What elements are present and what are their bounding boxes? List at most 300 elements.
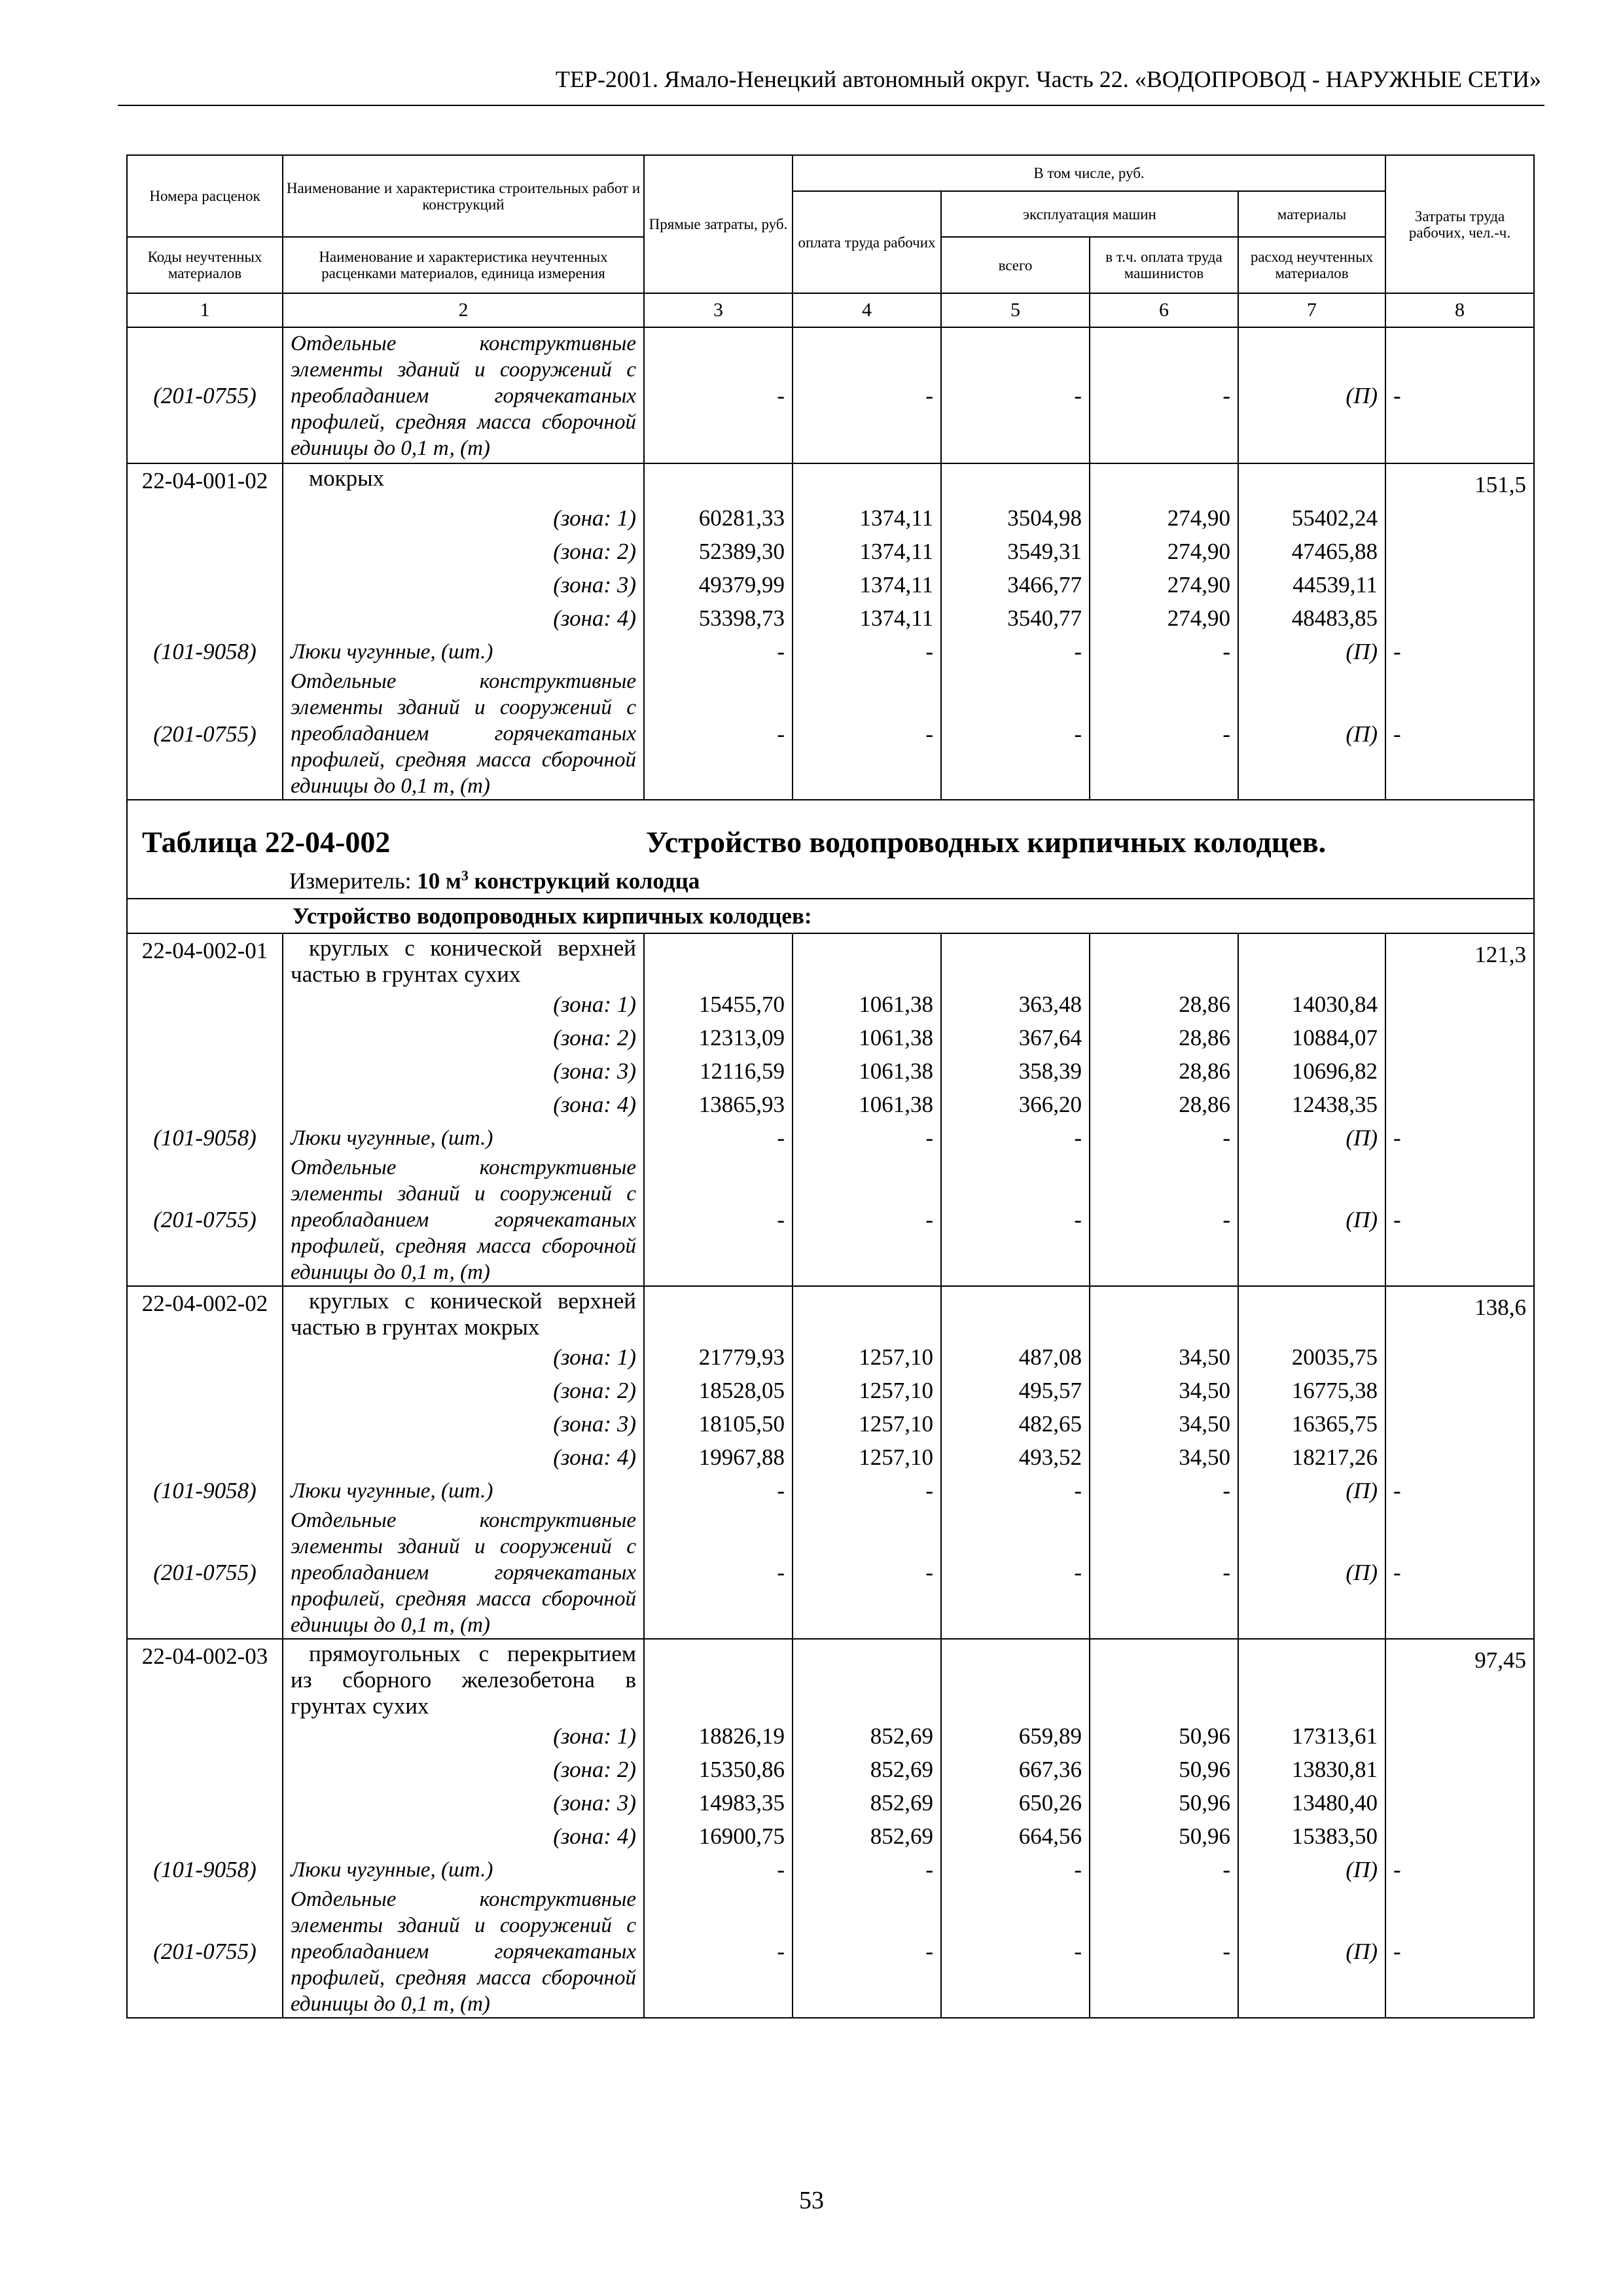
machinist-wages: 34,50 [1090, 1407, 1238, 1441]
empty-cell [1238, 1639, 1385, 1719]
dash-cell: - [644, 1155, 793, 1286]
placeholder-cell: (П) [1238, 1507, 1385, 1639]
section-title: Устройство водопроводных кирпичных колодцев: [127, 899, 1534, 933]
zone-row [127, 1719, 1534, 1753]
head-col4: оплата труда рабочих [793, 191, 941, 293]
material-row [127, 1853, 1534, 1886]
labor-cost: 97,45 [1385, 1639, 1534, 1719]
dash-cell: - [793, 1155, 941, 1286]
head-col3: Прямые затраты, руб. [644, 155, 793, 293]
dash-cell: - [644, 1853, 793, 1886]
empty-cell [793, 463, 941, 501]
empty-cell [127, 1719, 283, 1753]
zone-label: (зона: 3) [283, 1407, 644, 1441]
empty-cell [127, 1820, 283, 1853]
zone-label: (зона: 1) [283, 1719, 644, 1753]
head-col6: в т.ч. оплата труда машинистов [1090, 237, 1238, 293]
empty-cell [941, 1286, 1090, 1340]
dash-cell: - [941, 1853, 1090, 1886]
dash-cell: - [941, 1121, 1090, 1155]
machinist-wages: 28,86 [1090, 1054, 1238, 1088]
page-number: 53 [799, 2187, 824, 2214]
zone-row [127, 535, 1534, 568]
material-code: (201-0755) [127, 327, 283, 463]
material-code: (101-9058) [127, 1474, 283, 1507]
dash-cell: - [1385, 1121, 1534, 1155]
empty-cell [1385, 1786, 1534, 1820]
dash-cell: - [793, 1853, 941, 1886]
machinist-wages: 28,86 [1090, 1021, 1238, 1054]
empty-cell [1385, 1374, 1534, 1407]
empty-cell [1385, 1753, 1534, 1786]
empty-cell [1385, 1088, 1534, 1121]
material-name: Отдельные конструктивные элементы зданий и сооружений с преобладанием горячекатаных профилей, средняя масса сборочной единицы до 0,1 т, (т) [283, 1155, 644, 1286]
direct-costs: 52389,30 [644, 535, 793, 568]
material-row [127, 327, 1534, 463]
machines-total: 366,20 [941, 1088, 1090, 1121]
dash-cell: - [644, 635, 793, 668]
dash-cell: - [793, 635, 941, 668]
worker-wages: 1061,38 [793, 1088, 941, 1121]
material-row [127, 1507, 1534, 1639]
zone-row [127, 1407, 1534, 1441]
material-code: (101-9058) [127, 1121, 283, 1155]
empty-cell [1238, 463, 1385, 501]
measure-label: Измеритель: [289, 868, 412, 894]
machines-total: 487,08 [941, 1340, 1090, 1374]
worker-wages: 852,69 [793, 1719, 941, 1753]
dash-cell: - [793, 1121, 941, 1155]
zone-row [127, 1340, 1534, 1374]
work-name: круглых с конической верхней частью в грунтах сухих [283, 933, 644, 988]
machines-total: 358,39 [941, 1054, 1090, 1088]
colnum: 3 [644, 293, 793, 327]
machines-total: 650,26 [941, 1786, 1090, 1820]
materials-cost: 44539,11 [1238, 568, 1385, 601]
empty-cell [127, 1407, 283, 1441]
dash-cell: - [793, 1474, 941, 1507]
empty-cell [644, 1639, 793, 1719]
direct-costs: 18528,05 [644, 1374, 793, 1407]
empty-cell [127, 601, 283, 635]
head-materials: материалы [1238, 191, 1385, 237]
dash-cell: - [1385, 1507, 1534, 1639]
column-numbers-row [127, 293, 1534, 327]
empty-cell [1385, 601, 1534, 635]
worker-wages: 1374,11 [793, 601, 941, 635]
rate-code: 22-04-002-03 [127, 1639, 283, 1719]
empty-cell [941, 463, 1090, 501]
material-code: (201-0755) [127, 1886, 283, 2018]
empty-cell [1090, 933, 1238, 988]
machinist-wages: 274,90 [1090, 568, 1238, 601]
rate-row [127, 933, 1534, 988]
dash-cell: - [1090, 1886, 1238, 2018]
dash-cell: - [1090, 635, 1238, 668]
empty-cell [1385, 1441, 1534, 1474]
machines-total: 3504,98 [941, 501, 1090, 535]
empty-cell [127, 1054, 283, 1088]
dash-cell: - [1385, 1886, 1534, 2018]
rate-row [127, 1639, 1534, 1719]
machines-total: 664,56 [941, 1820, 1090, 1853]
material-name: Люки чугунные, (шт.) [283, 1121, 644, 1155]
section-row [127, 899, 1534, 933]
machines-total: 493,52 [941, 1441, 1090, 1474]
dash-cell: - [1385, 1474, 1534, 1507]
machines-total: 363,48 [941, 988, 1090, 1021]
machinist-wages: 274,90 [1090, 601, 1238, 635]
worker-wages: 1257,10 [793, 1374, 941, 1407]
machinist-wages: 50,96 [1090, 1786, 1238, 1820]
material-row [127, 1474, 1534, 1507]
direct-costs: 13865,93 [644, 1088, 793, 1121]
dash-cell: - [941, 1886, 1090, 2018]
worker-wages: 1257,10 [793, 1340, 941, 1374]
empty-cell [1090, 1639, 1238, 1719]
dash-cell: - [941, 1474, 1090, 1507]
work-name: прямоугольных с перекрытием из сборного железобетона в грунтах сухих [283, 1639, 644, 1719]
head-col2-top: Наименование и характеристика строительных работ и конструкций [283, 155, 644, 237]
zone-label: (зона: 3) [283, 1054, 644, 1088]
direct-costs: 12313,09 [644, 1021, 793, 1054]
labor-cost: 121,3 [1385, 933, 1534, 988]
rate-row [127, 463, 1534, 501]
empty-cell [1090, 463, 1238, 501]
material-name: Люки чугунные, (шт.) [283, 1474, 644, 1507]
zone-label: (зона: 1) [283, 501, 644, 535]
colnum: 1 [127, 293, 283, 327]
empty-cell [644, 933, 793, 988]
empty-cell [793, 1639, 941, 1719]
table-title-row [127, 800, 1534, 899]
materials-cost: 16365,75 [1238, 1407, 1385, 1441]
materials-cost: 15383,50 [1238, 1820, 1385, 1853]
head-col7: расход неучтенных материалов [1238, 237, 1385, 293]
material-row [127, 668, 1534, 800]
direct-costs: 19967,88 [644, 1441, 793, 1474]
materials-cost: 10884,07 [1238, 1021, 1385, 1054]
empty-cell [1090, 1286, 1238, 1340]
zone-label: (зона: 3) [283, 1786, 644, 1820]
zone-label: (зона: 2) [283, 1374, 644, 1407]
dash-cell: - [1090, 327, 1238, 463]
dash-cell: - [644, 1474, 793, 1507]
materials-cost: 18217,26 [1238, 1441, 1385, 1474]
dash-cell: - [644, 1507, 793, 1639]
machinist-wages: 34,50 [1090, 1441, 1238, 1474]
material-code: (101-9058) [127, 1853, 283, 1886]
empty-cell [793, 933, 941, 988]
worker-wages: 1374,11 [793, 535, 941, 568]
zone-row [127, 1753, 1534, 1786]
worker-wages: 1374,11 [793, 501, 941, 535]
direct-costs: 49379,99 [644, 568, 793, 601]
machinist-wages: 50,96 [1090, 1820, 1238, 1853]
zone-row [127, 601, 1534, 635]
dash-cell: - [1090, 1474, 1238, 1507]
empty-cell [941, 933, 1090, 988]
zone-label: (зона: 1) [283, 988, 644, 1021]
machinist-wages: 34,50 [1090, 1374, 1238, 1407]
measure-line [142, 859, 1519, 898]
rate-code: 22-04-001-02 [127, 463, 283, 501]
zone-row [127, 1054, 1534, 1088]
zone-label: (зона: 4) [283, 1820, 644, 1853]
empty-cell [127, 501, 283, 535]
empty-cell [1385, 1054, 1534, 1088]
materials-cost: 55402,24 [1238, 501, 1385, 535]
dash-cell: - [941, 668, 1090, 800]
dash-cell: - [941, 327, 1090, 463]
rate-code: 22-04-002-01 [127, 933, 283, 988]
empty-cell [127, 568, 283, 601]
head-col5: всего [941, 237, 1090, 293]
direct-costs: 15455,70 [644, 988, 793, 1021]
materials-cost: 12438,35 [1238, 1088, 1385, 1121]
machines-total: 367,64 [941, 1021, 1090, 1054]
zone-row [127, 1441, 1534, 1474]
dash-cell: - [644, 668, 793, 800]
machinist-wages: 28,86 [1090, 988, 1238, 1021]
material-name: Отдельные конструктивные элементы зданий и сооружений с преобладанием горячекатаных профилей, средняя масса сборочной единицы до 0,1 т, (т) [283, 1507, 644, 1639]
colnum: 6 [1090, 293, 1238, 327]
dash-cell: - [1385, 635, 1534, 668]
empty-cell [127, 1786, 283, 1820]
machinist-wages: 274,90 [1090, 501, 1238, 535]
zone-row [127, 1088, 1534, 1121]
header-rule [118, 105, 1544, 106]
material-row [127, 1155, 1534, 1286]
machines-total: 482,65 [941, 1407, 1090, 1441]
colnum: 8 [1385, 293, 1534, 327]
empty-cell [1385, 1719, 1534, 1753]
zone-label: (зона: 4) [283, 601, 644, 635]
empty-cell [941, 1639, 1090, 1719]
placeholder-cell: (П) [1238, 1886, 1385, 2018]
materials-cost: 48483,85 [1238, 601, 1385, 635]
colnum: 4 [793, 293, 941, 327]
dash-cell: - [1090, 1853, 1238, 1886]
placeholder-cell: (П) [1238, 327, 1385, 463]
worker-wages: 1061,38 [793, 988, 941, 1021]
empty-cell [1238, 1286, 1385, 1340]
empty-cell [1385, 1407, 1534, 1441]
empty-cell [1385, 988, 1534, 1021]
placeholder-cell: (П) [1238, 635, 1385, 668]
colnum: 7 [1238, 293, 1385, 327]
material-name: Люки чугунные, (шт.) [283, 1853, 644, 1886]
dash-cell: - [1385, 1853, 1534, 1886]
materials-cost: 16775,38 [1238, 1374, 1385, 1407]
zone-label: (зона: 4) [283, 1088, 644, 1121]
dash-cell: - [941, 635, 1090, 668]
measure-sup: 3 [461, 867, 469, 884]
materials-cost: 13480,40 [1238, 1786, 1385, 1820]
work-name: мокрых [283, 463, 644, 501]
empty-cell [1385, 568, 1534, 601]
empty-cell [127, 535, 283, 568]
materials-cost: 47465,88 [1238, 535, 1385, 568]
worker-wages: 1061,38 [793, 1054, 941, 1088]
rates-table [126, 154, 1535, 2018]
placeholder-cell: (П) [1238, 1121, 1385, 1155]
material-code: (101-9058) [127, 635, 283, 668]
direct-costs: 18826,19 [644, 1719, 793, 1753]
dash-cell: - [1090, 1121, 1238, 1155]
material-code: (201-0755) [127, 1155, 283, 1286]
dash-cell: - [1090, 1507, 1238, 1639]
head-col1-top: Номера расценок [127, 155, 283, 237]
material-row [127, 635, 1534, 668]
material-name: Отдельные конструктивные элементы зданий и сооружений с преобладанием горячекатаных профилей, средняя масса сборочной единицы до 0,1 т, (т) [283, 668, 644, 800]
head-col1-bottom: Коды неучтенных материалов [127, 237, 283, 293]
dash-cell: - [644, 1886, 793, 2018]
worker-wages: 852,69 [793, 1786, 941, 1820]
direct-costs: 21779,93 [644, 1340, 793, 1374]
direct-costs: 60281,33 [644, 501, 793, 535]
worker-wages: 852,69 [793, 1820, 941, 1853]
work-name: круглых с конической верхней частью в грунтах мокрых [283, 1286, 644, 1340]
direct-costs: 16900,75 [644, 1820, 793, 1853]
table-heading [142, 825, 1519, 859]
empty-cell [1238, 933, 1385, 988]
zone-label: (зона: 2) [283, 1021, 644, 1054]
worker-wages: 1257,10 [793, 1441, 941, 1474]
empty-cell [127, 1340, 283, 1374]
measure-tail: конструкций колодца [474, 868, 700, 894]
machinist-wages: 34,50 [1090, 1340, 1238, 1374]
colnum: 2 [283, 293, 644, 327]
empty-cell [127, 1753, 283, 1786]
worker-wages: 1061,38 [793, 1021, 941, 1054]
empty-cell [127, 1441, 283, 1474]
machines-total: 667,36 [941, 1753, 1090, 1786]
empty-cell [127, 1088, 283, 1121]
dash-cell: - [941, 1155, 1090, 1286]
rate-code: 22-04-002-02 [127, 1286, 283, 1340]
empty-cell [1385, 501, 1534, 535]
materials-cost: 13830,81 [1238, 1753, 1385, 1786]
materials-cost: 17313,61 [1238, 1719, 1385, 1753]
zone-label: (зона: 4) [283, 1441, 644, 1474]
labor-cost: 138,6 [1385, 1286, 1534, 1340]
empty-cell [127, 988, 283, 1021]
zone-row [127, 501, 1534, 535]
empty-cell [1385, 1820, 1534, 1853]
zone-label: (зона: 2) [283, 535, 644, 568]
machines-total: 3466,77 [941, 568, 1090, 601]
placeholder-cell: (П) [1238, 1474, 1385, 1507]
dash-cell: - [644, 327, 793, 463]
empty-cell [127, 1021, 283, 1054]
measure-value: 10 м [417, 868, 461, 894]
dash-cell: - [793, 1507, 941, 1639]
zone-label: (зона: 1) [283, 1340, 644, 1374]
empty-cell [644, 1286, 793, 1340]
zone-row [127, 1374, 1534, 1407]
material-code: (201-0755) [127, 668, 283, 800]
table-number: Таблица 22-04-002 [142, 825, 391, 859]
empty-cell [1385, 1340, 1534, 1374]
direct-costs: 18105,50 [644, 1407, 793, 1441]
machines-total: 3549,31 [941, 535, 1090, 568]
direct-costs: 53398,73 [644, 601, 793, 635]
direct-costs: 14983,35 [644, 1786, 793, 1820]
worker-wages: 1257,10 [793, 1407, 941, 1441]
worker-wages: 852,69 [793, 1753, 941, 1786]
table-title: Устройство водопроводных кирпичных колодцев. [646, 825, 1327, 859]
material-name: Отдельные конструктивные элементы зданий и сооружений с преобладанием горячекатаных профилей, средняя масса сборочной единицы до 0,1 т, (т) [283, 1886, 644, 2018]
materials-cost: 10696,82 [1238, 1054, 1385, 1088]
zone-label: (зона: 3) [283, 568, 644, 601]
machines-total: 659,89 [941, 1719, 1090, 1753]
labor-cost: 151,5 [1385, 463, 1534, 501]
zone-row [127, 1786, 1534, 1820]
dash-cell: - [644, 1121, 793, 1155]
machinist-wages: 274,90 [1090, 535, 1238, 568]
dash-cell: - [793, 1886, 941, 2018]
zone-row [127, 568, 1534, 601]
empty-cell [127, 1374, 283, 1407]
zone-row [127, 1820, 1534, 1853]
dash-cell: - [1090, 668, 1238, 800]
zone-label: (зона: 2) [283, 1753, 644, 1786]
dash-cell: - [1385, 327, 1534, 463]
dash-cell: - [941, 1507, 1090, 1639]
machinist-wages: 50,96 [1090, 1753, 1238, 1786]
head-incl: В том числе, руб. [793, 155, 1385, 191]
placeholder-cell: (П) [1238, 1853, 1385, 1886]
machines-total: 3540,77 [941, 601, 1090, 635]
rate-row [127, 1286, 1534, 1340]
running-header: ТЕР-2001. Ямало-Ненецкий автономный округ. Часть 22. «ВОДОПРОВОД - НАРУЖНЫЕ СЕТИ» [555, 66, 1541, 92]
direct-costs: 15350,86 [644, 1753, 793, 1786]
material-name: Отдельные конструктивные элементы зданий и сооружений с преобладанием горячекатаных профилей, средняя масса сборочной единицы до 0,1 т, (т) [283, 327, 644, 463]
head-col8: Затраты труда рабочих, чел.-ч. [1385, 155, 1534, 293]
empty-cell [1385, 1021, 1534, 1054]
head-col2-bottom: Наименование и характеристика неучтенных расценками материалов, единица измерения [283, 237, 644, 293]
zone-row [127, 988, 1534, 1021]
machinist-wages: 28,86 [1090, 1088, 1238, 1121]
dash-cell: - [793, 668, 941, 800]
machines-total: 495,57 [941, 1374, 1090, 1407]
head-machines: эксплуатация машин [941, 191, 1238, 237]
material-code: (201-0755) [127, 1507, 283, 1639]
empty-cell [644, 463, 793, 501]
materials-cost: 20035,75 [1238, 1340, 1385, 1374]
dash-cell: - [1385, 1155, 1534, 1286]
worker-wages: 1374,11 [793, 568, 941, 601]
machinist-wages: 50,96 [1090, 1719, 1238, 1753]
materials-cost: 14030,84 [1238, 988, 1385, 1021]
placeholder-cell: (П) [1238, 668, 1385, 800]
dash-cell: - [1385, 668, 1534, 800]
material-name: Люки чугунные, (шт.) [283, 635, 644, 668]
dash-cell: - [1090, 1155, 1238, 1286]
empty-cell [1385, 535, 1534, 568]
zone-row [127, 1021, 1534, 1054]
colnum: 5 [941, 293, 1090, 327]
material-row [127, 1121, 1534, 1155]
dash-cell: - [793, 327, 941, 463]
head-row-1 [127, 155, 1534, 191]
placeholder-cell: (П) [1238, 1155, 1385, 1286]
table-title-block [127, 800, 1534, 899]
direct-costs: 12116,59 [644, 1054, 793, 1088]
empty-cell [793, 1286, 941, 1340]
material-row [127, 1886, 1534, 2018]
